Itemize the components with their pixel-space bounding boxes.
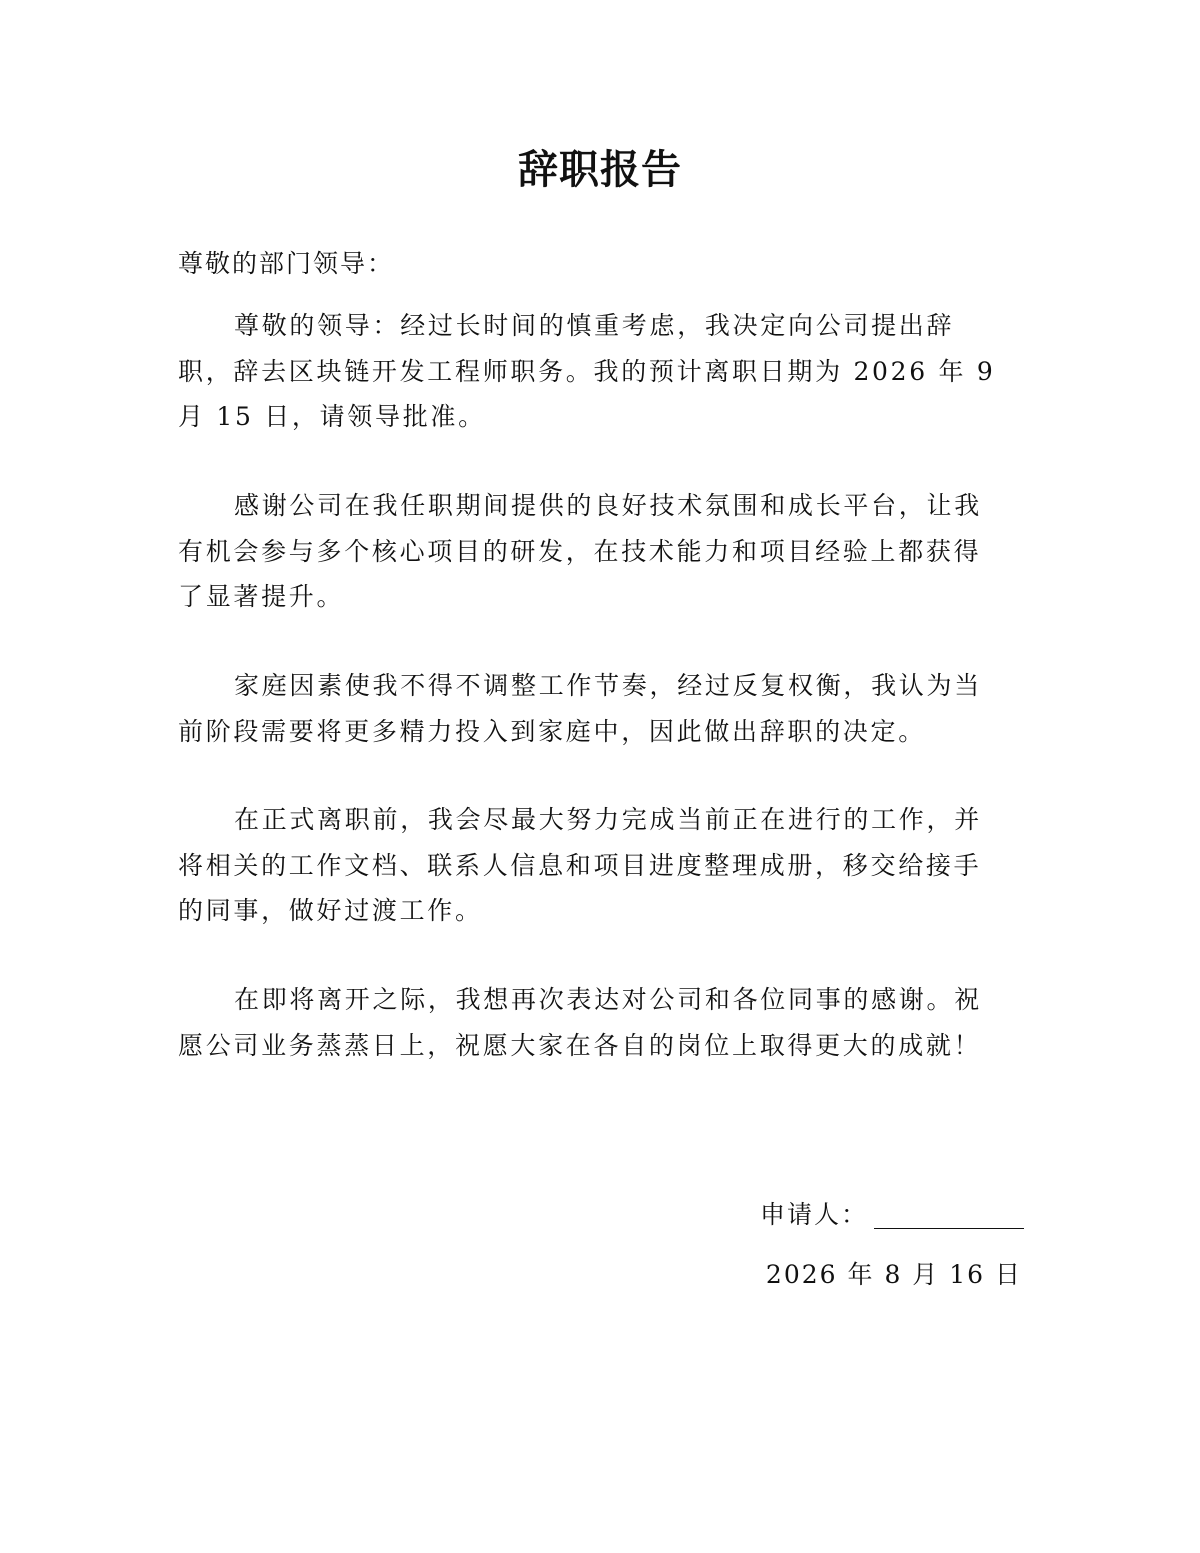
paragraph-gratitude: 感谢公司在我任职期间提供的良好技术氛围和成长平台，让我有机会参与多个核心项目的研发，在技术能力和项目经验上都获得了显著提升。	[178, 491, 982, 611]
paragraph-handover: 在正式离职前，我会尽最大努力完成当前正在进行的工作，并将相关的工作文档、联系人信息和项目进度整理成册，移交给接手的同事，做好过渡工作。	[178, 805, 982, 925]
signature-block	[760, 1195, 1024, 1235]
paragraph-reason: 家庭因素使我不得不调整工作节奏，经过反复权衡，我认为当前阶段需要将更多精力投入到家庭中，因此做出辞职的决定。	[178, 671, 982, 746]
signature-label: 申请人：	[759, 1200, 868, 1229]
document-date: 2026 年 8 月 16 日	[765, 1260, 1022, 1289]
salutation: 尊敬的部门领导：	[178, 249, 395, 278]
paragraph-closing-wishes: 在即将离开之际，我想再次表达对公司和各位同事的感谢。祝愿公司业务蒸蒸日上，祝愿大家在各自的岗位上取得更大的成就！	[178, 985, 982, 1060]
paragraph-resignation-notice: 尊敬的领导：经过长时间的慎重考虑，我决定向公司提出辞职，辞去区块链开发工程师职务。我的预计离职日期为 2026 年 9 月 15 日，请领导批准。	[178, 311, 996, 431]
signature-line	[874, 1198, 1024, 1229]
document-title: 辞职报告	[518, 147, 682, 193]
